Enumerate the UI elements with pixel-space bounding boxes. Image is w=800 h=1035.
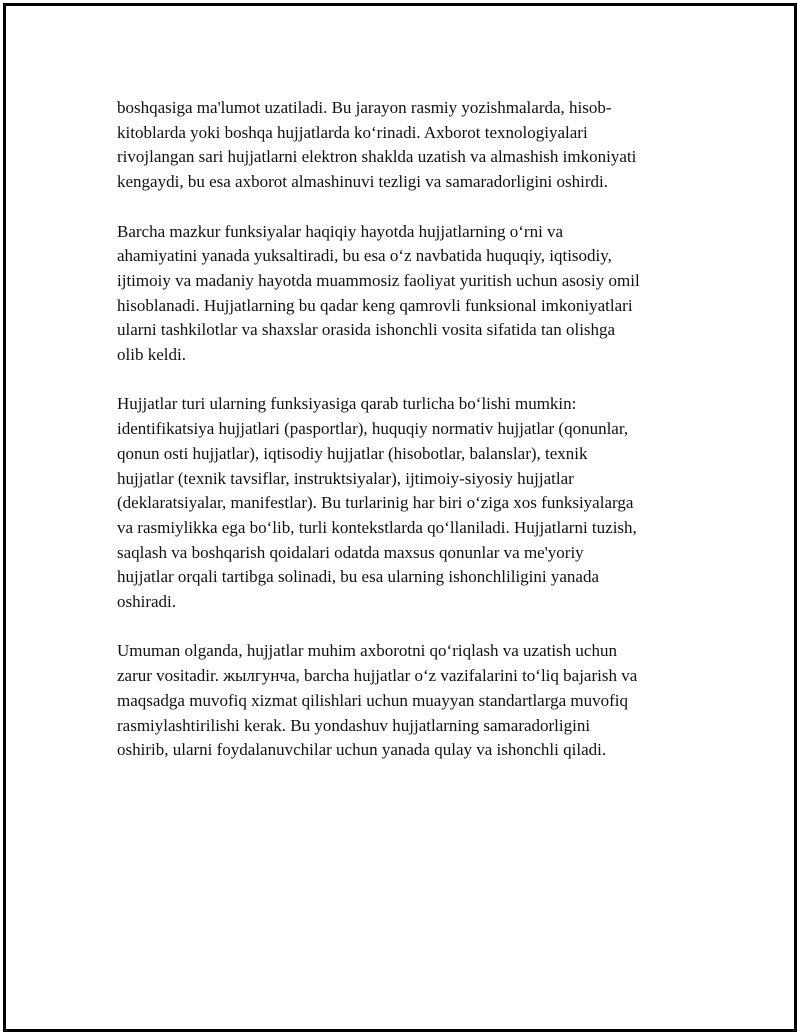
text-line: (deklaratsiyalar, manifestlar). Bu turlarinig har biri o‘ziga xos funksiyalarga: [117, 493, 634, 513]
text-line: boshqasiga ma'lumot uzatiladi. Bu jarayon rasmiy yozishmalarda, hisob-: [117, 98, 612, 117]
document-body: [117, 96, 689, 788]
text-line: va rasmiylikka ega bo‘lib, turli kontekstlarda qo‘llaniladi. Hujjatlarni tuzish,: [117, 517, 637, 537]
paragraph-3: [117, 392, 689, 614]
text-line: rasmiylashtirilishi kerak. Bu yondashuv hujjatlarning samaradorligini: [117, 715, 591, 735]
text-line: ahamiyatini yanada yuksaltiradi, bu esa o‘z navbatida huquqiy, iqtisodiy,: [117, 246, 612, 266]
text-line: hujjatlar orqali tartibga solinadi, bu esa ularning ishonchliligini yanada: [117, 567, 600, 587]
text-line: hujjatlar (texnik tavsiflar, instruktsiyalar), ijtimoiy-siyosiy hujjatlar: [117, 468, 574, 488]
text-line: maqsadga muvofiq xizmat qilishlari uchun muayyan standartlarga muvofiq: [117, 690, 628, 710]
text-line: rivojlangan sari hujjatlarni elektron shaklda uzatish va almashish imkoniyati: [117, 147, 637, 167]
text-line: Barcha mazkur funksiyalar haqiqiy hayotda hujjatlarning o‘rni va: [117, 221, 564, 241]
text-line: kengaydi, bu esa axborot almashinuvi tezligi va samaradorligini oshirdi.: [117, 172, 608, 192]
text-line: zarur vositadir. жылгунча, barcha hujjatlar o‘z vazifalarini to‘liq bajarish va: [117, 666, 638, 686]
text-line: qonun osti hujjatlar), iqtisodiy hujjatlar (hisobotlar, balanslar), texnik: [117, 443, 588, 463]
paragraph-2: [117, 220, 689, 368]
text-line: ijtimoiy va madaniy hayotda muammosiz faoliyat yuritish uchun asosiy omil: [117, 270, 640, 290]
text-line: hisoblanadi. Hujjatlarning bu qadar keng qamrovli funksional imkoniyatlari: [117, 295, 633, 315]
text-line: Umuman olganda, hujjatlar muhim axborotni qo‘riqlash va uzatish uchun: [117, 641, 617, 661]
paragraph-4: [117, 639, 689, 763]
text-line: saqlash va boshqarish qoidalari odatda maxsus qonunlar va me'yoriy: [117, 542, 584, 562]
text-line: olib keldi.: [117, 345, 186, 365]
text-line: ularni tashkilotlar va shaxslar orasida ishonchli vosita sifatida tan olishga: [117, 320, 616, 340]
paragraph-1: [117, 96, 689, 195]
text-line: oshirib, ularni foydalanuvchilar uchun yanada qulay va ishonchli qiladi.: [117, 740, 607, 760]
text-line: Hujjatlar turi ularning funksiyasiga qarab turlicha bo‘lishi mumkin:: [117, 394, 577, 414]
text-line: oshiradi.: [117, 592, 177, 612]
text-line: identifikatsiya hujjatlari (pasportlar), huquqiy normativ hujjatlar (qonunlar,: [117, 419, 629, 439]
text-line: kitoblarda yoki boshqa hujjatlarda ko‘rinadi. Axborot texnologiyalari: [117, 122, 588, 142]
